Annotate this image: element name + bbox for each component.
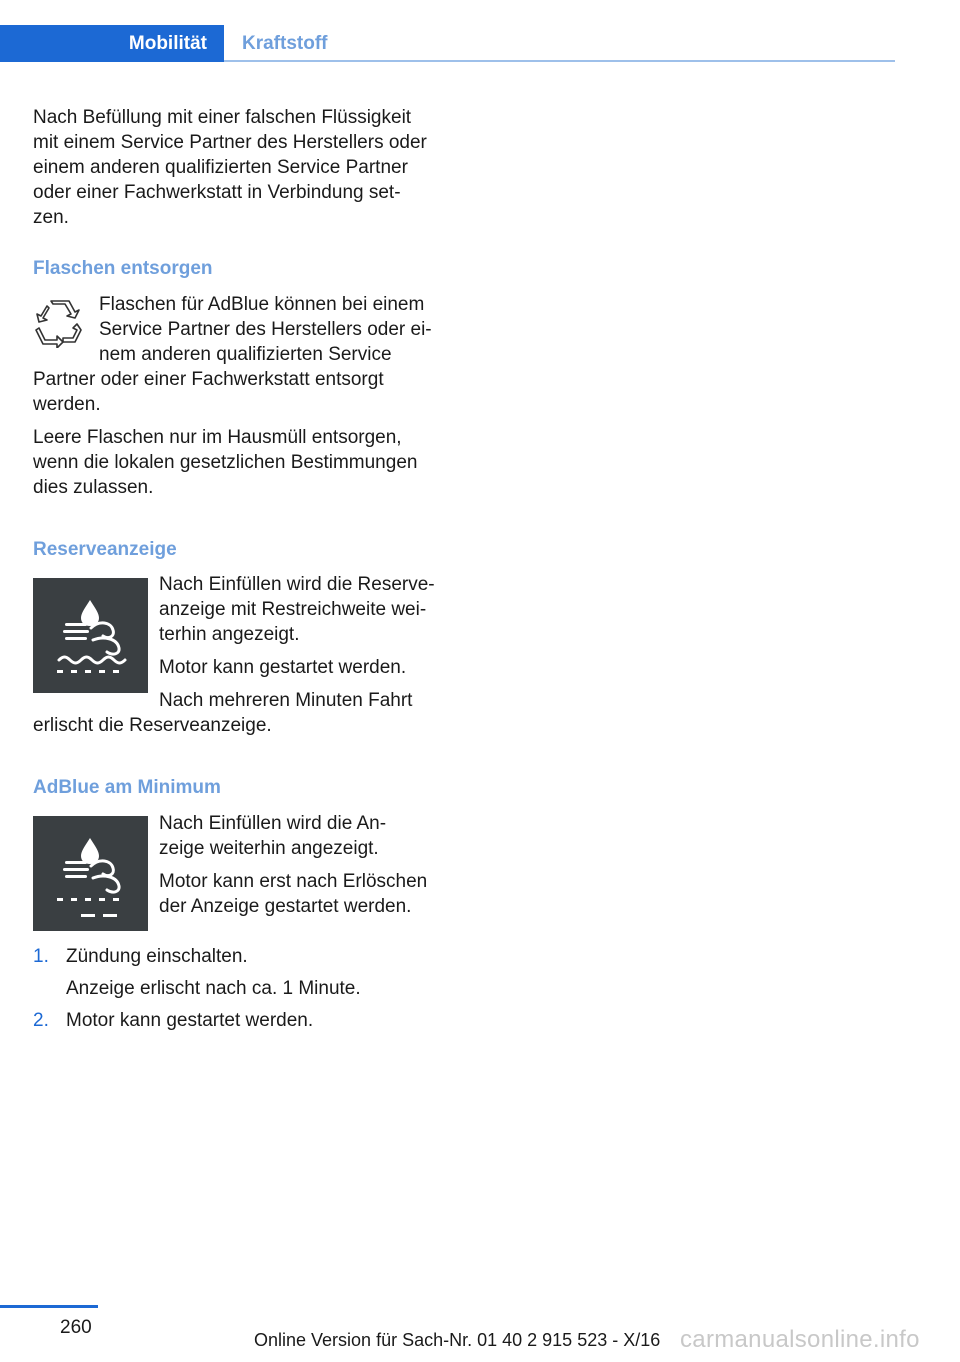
text-line: Nach Einfüllen wird die An‐: [159, 813, 387, 834]
text-line: der Anzeige gestartet werden.: [159, 896, 412, 917]
reserve-text-block: [159, 572, 459, 713]
text-line: nem anderen qualifizierten Service: [99, 344, 392, 365]
reserve-text-bottom: [33, 713, 448, 738]
tab-mobilitaet[interactable]: Mobilität: [0, 25, 224, 62]
text-line: mit einem Service Partner des Herstellers oder: [33, 132, 427, 153]
bottles-para1-bottom: [33, 367, 448, 417]
text-line: zen.: [33, 207, 69, 228]
bottles-para1-top: [99, 292, 459, 367]
text-line: oder einer Fachwerkstatt in Verbindung set‐: [33, 182, 401, 203]
section-heading-bottles: [33, 256, 448, 281]
tab-kraftstoff[interactable]: Kraftstoff: [242, 33, 328, 54]
text-line: werden.: [33, 394, 101, 415]
watermark: carmanualsonline.info: [680, 1326, 920, 1353]
section-heading-minimum: [33, 775, 448, 800]
text-line: anzeige mit Restreichweite wei‐: [159, 599, 427, 620]
section-heading: Reserveanzeige: [33, 539, 177, 560]
text-line: Motor kann erst nach Erlöschen: [159, 871, 428, 892]
text-line: erlischt die Reserveanzeige.: [33, 715, 272, 736]
text-line: wenn die lokalen gesetzlichen Bestimmungen: [33, 452, 418, 473]
step-text: Motor kann gestartet werden.: [66, 1010, 314, 1031]
intro-paragraph: [33, 105, 448, 230]
adblue-reserve-indicator-icon: [33, 578, 148, 693]
step-number: 2.: [33, 1010, 49, 1031]
text-line: Nach mehreren Minuten Fahrt: [159, 690, 413, 711]
text-line: zeige weiterhin angezeigt.: [159, 838, 379, 859]
recycling-icon: [33, 296, 85, 348]
header-tab-bar: [0, 25, 895, 62]
text-line: Flaschen für AdBlue können bei einem: [99, 294, 425, 315]
text-line: Motor kann gestartet werden.: [159, 657, 407, 678]
step-note: Anzeige erlischt nach ca. 1 Minute.: [66, 978, 361, 999]
step-number: 1.: [33, 946, 49, 967]
page-number: 260: [60, 1317, 92, 1338]
bottles-para2: [33, 425, 448, 500]
text-line: Leere Flaschen nur im Hausmüll entsorgen,: [33, 427, 402, 448]
text-line: Service Partner des Herstellers oder ei‐: [99, 319, 432, 340]
section-heading-reserve: [33, 537, 448, 562]
text-line: dies zulassen.: [33, 477, 154, 498]
text-line: Partner oder einer Fachwerkstatt entsorgt: [33, 369, 384, 390]
header-divider: [224, 60, 895, 62]
text-line: einem anderen qualifizierten Service Partner: [33, 157, 408, 178]
footer-rule: [0, 1305, 98, 1308]
section-heading: Flaschen entsorgen: [33, 258, 213, 279]
step-text: Zündung einschalten.: [66, 946, 248, 967]
text-line: terhin angezeigt.: [159, 624, 300, 645]
section-heading: AdBlue am Minimum: [33, 777, 221, 798]
adblue-minimum-indicator-icon: [33, 816, 148, 931]
online-version-text: Online Version für Sach-Nr. 01 40 2 915 523 - X/16: [254, 1330, 661, 1350]
text-line: Nach Einfüllen wird die Reserve‐: [159, 574, 435, 595]
text-line: Nach Befüllung mit einer falschen Flüssigkeit: [33, 107, 412, 128]
minimum-text-block: [159, 811, 459, 919]
